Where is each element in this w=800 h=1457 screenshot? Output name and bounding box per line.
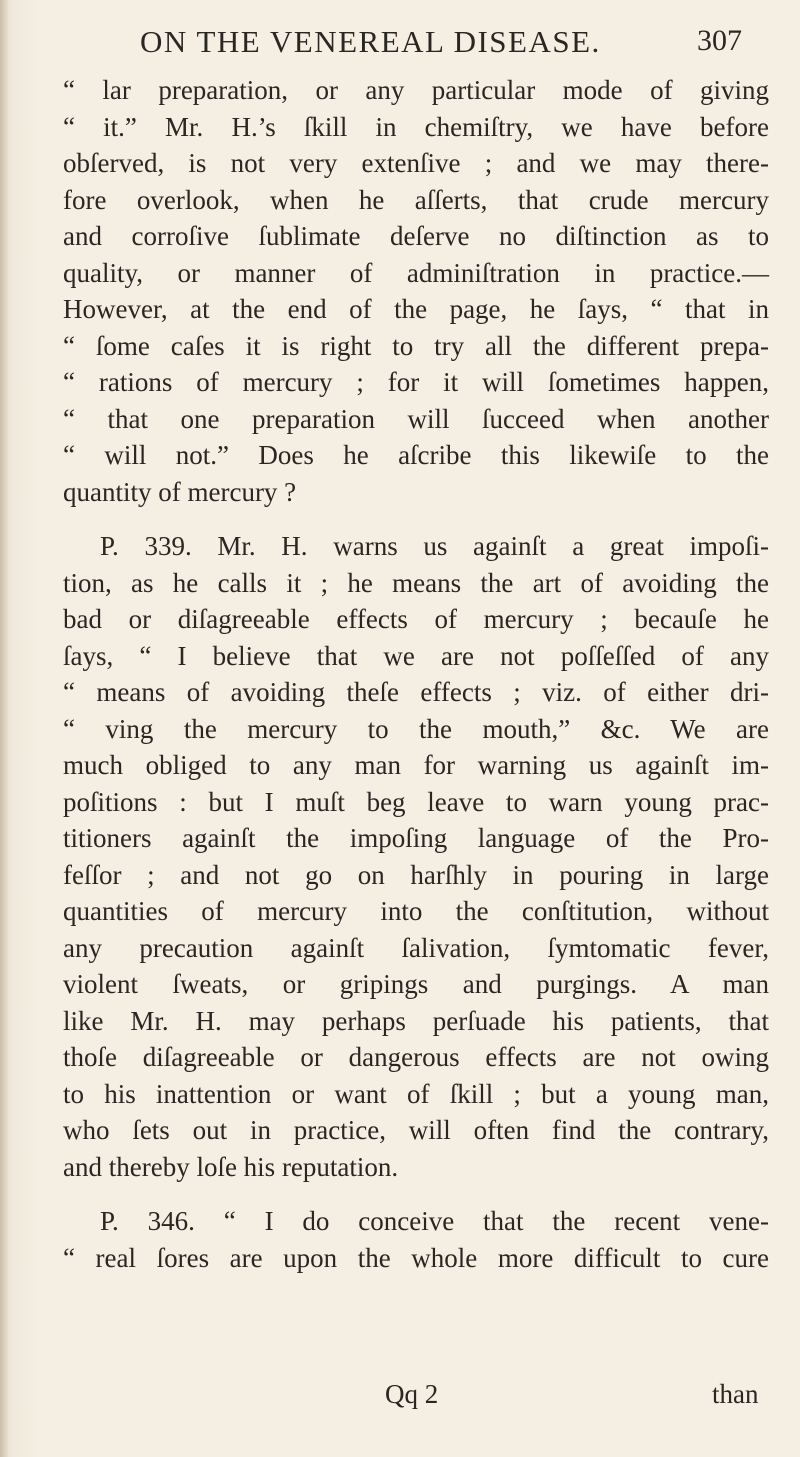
text-line: “ rations of mercury ; for it will ſometimes happen, [63,367,769,397]
text-line: P. 346. “ I do conceive that the recent vene- [100,1206,769,1236]
page-footer [0,1379,800,1419]
page-gutter-shadow [0,0,8,1457]
signature-mark: Qq 2 [385,1379,439,1409]
text-line: bad or diſagreeable effects of mercury ; becauſe he [63,604,769,634]
text-line: and thereby loſe his reputation. [63,1151,399,1182]
text-line: quantities of mercury into the conſtitution, without [63,896,769,926]
text-line: fore overlook, when he aſſerts, that crude mercury [63,184,769,215]
text-line: However, at the end of the page, he ſays, “ that in [63,294,769,324]
page-header [0,18,800,66]
text-line: feſſor ; and not go on harſhly in pouring in large [63,859,769,890]
body-text [63,72,769,1294]
text-line: titioners againſt the impoſing language of the Pro- [63,823,769,853]
catchword: than [712,1379,759,1409]
running-head: ON THE VENEREAL DISEASE. [140,24,601,59]
text-line: tion, as he calls it ; he means the art of avoiding the [63,567,769,598]
text-line: “ ſome caſes it is right to try all the different prepa- [63,330,769,361]
text-line: “ real ſores are upon the whole more difficult to cure [63,1242,769,1273]
text-line: much obliged to any man for warning us againſt im- [63,750,769,780]
text-line: quantity of mercury ? [63,476,297,507]
text-line: like Mr. H. may perhaps perſuade his patients, that [63,1005,769,1036]
text-line: quality, or manner of adminiſtration in practice.— [63,257,769,288]
text-line: obſerved, is not very extenſive ; and we may there- [63,148,769,178]
text-line: violent ſweats, or gripings and purgings. A man [63,969,769,999]
text-line: and corroſive ſublimate deſerve no diſtinction as to [63,221,769,251]
text-line: “ will not.” Does he aſcribe this likewiſe to the [63,440,769,470]
text-line: any precaution againſt ſalivation, ſymtomatic fever, [63,932,769,963]
text-line: poſitions : but I muſt beg leave to warn young prac- [63,786,769,817]
text-line: “ lar preparation, or any particular mode of giving [63,75,769,105]
text-line: to his inattention or want of ſkill ; but a young man, [63,1078,769,1109]
text-line: “ it.” Mr. H.’s ſkill in chemiſtry, we have before [63,111,769,142]
text-line: “ means of avoiding theſe effects ; viz. of either dri- [63,677,769,707]
text-line: who ſets out in practice, will often find the contrary, [63,1115,769,1145]
text-line: “ ving the mercury to the mouth,” &c. We are [63,713,769,744]
paragraph-2 [63,528,769,1185]
paragraph-1 [63,72,769,510]
text-line: P. 339. Mr. H. warns us againſt a great impoſi- [100,531,769,561]
paragraph-3 [63,1203,769,1276]
text-line: thoſe diſagreeable or dangerous effects are not owing [63,1042,769,1072]
page-number: 307 [697,24,742,57]
text-line: ſays, “ I believe that we are not poſſeſſed of any [63,640,769,671]
text-line: “ that one preparation will ſucceed when another [63,403,769,434]
